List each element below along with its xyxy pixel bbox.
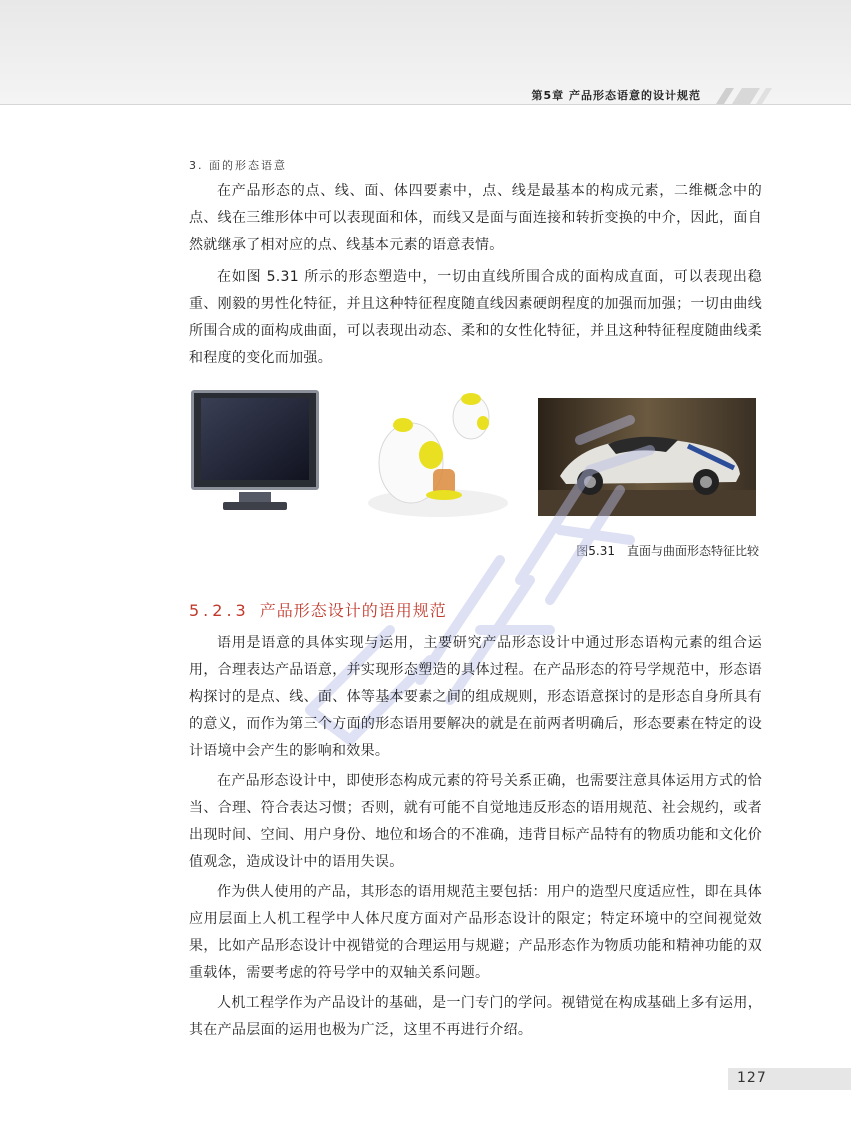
figure-number: 图5.31 [576, 544, 615, 558]
figure-caption [576, 542, 759, 559]
chapter-header-title: 第5章 产品形态语意的设计规范 [531, 89, 701, 102]
sports-car-image [538, 398, 756, 516]
paragraph-4: 在产品形态设计中，即使形态构成元素的符号关系正确，也需要注意具体运用方式的恰当、合理、符合表达习惯；否则，就有可能不自觉地违反形态的语用规范、社会规约，或者出现时间、空间、用户身份、地位和场合的不准确，违背目标产品特有的物质功能和文化价值观念，造成设计中的语用失误。 [189, 773, 762, 870]
subsection-title: 3. 面的形态语意 [189, 159, 287, 172]
curved-teapot-image [363, 385, 513, 520]
paragraph-5: 作为供人使用的产品，其形态的语用规范主要包括：用户的造型尺度适应性，即在具体应用层面上人机工程学中人体尺度方面对产品形态设计的限定；特定环境中的空间视觉效果，比如产品形态设计中视错觉的合理运用与规避；产品形态作为物质功能和精神功能的双重载体，需要考虑的符号学中的双轴关系问题。 [189, 884, 762, 981]
paragraph-3: 语用是语意的具体实现与运用，主要研究产品形态设计中通过形态语构元素的组合运用，合理表达产品语意，并实现形态塑造的具体过程。在产品形态的符号学规范中，形态语构探讨的是点、线、面、体等基本要素之间的组成规则，形态语意探讨的是形态自身所具有的意义，而作为第三个方面的形态语用要解决的就是在前两者明确后，形态要素在特定的设计语境中会产生的影响和效果。 [189, 635, 762, 759]
paragraph-6: 人机工程学作为产品设计的基础，是一门专门的学问。视错觉在构成基础上多有运用，其在产品层面的运用也极为广泛，这里不再进行介绍。 [189, 995, 762, 1038]
section-heading [189, 598, 447, 621]
paragraph-1: 在产品形态的点、线、面、体四要素中，点、线是最基本的构成元素，二维概念中的点、线在三维形体中可以表现面和体，而线又是面与面连接和转折变换的中介，因此，面自然就继承了相对应的点、线基本元素的语意表情。 [189, 183, 762, 253]
section-number: 5.2.3 [189, 601, 250, 620]
page-number: 127 [737, 1070, 767, 1086]
header-stripes-decoration [712, 88, 792, 104]
paragraph-2: 在如图 5.31 所示的形态塑造中，一切由直线所围合成的面构成直面，可以表现出稳重、刚毅的男性化特征，并且这种特征程度随直线因素硬朗程度的加强而加强；一切由曲线所围合成的面构成曲面，可以表现出动态、柔和的女性化特征，并且这种特征程度随曲线柔和程度的变化而加强。 [189, 269, 762, 366]
header-rule [0, 104, 851, 105]
flat-tv-image [189, 388, 321, 520]
section-title: 产品形态设计的语用规范 [259, 601, 447, 620]
figure-caption-text: 直面与曲面形态特征比较 [626, 544, 759, 558]
